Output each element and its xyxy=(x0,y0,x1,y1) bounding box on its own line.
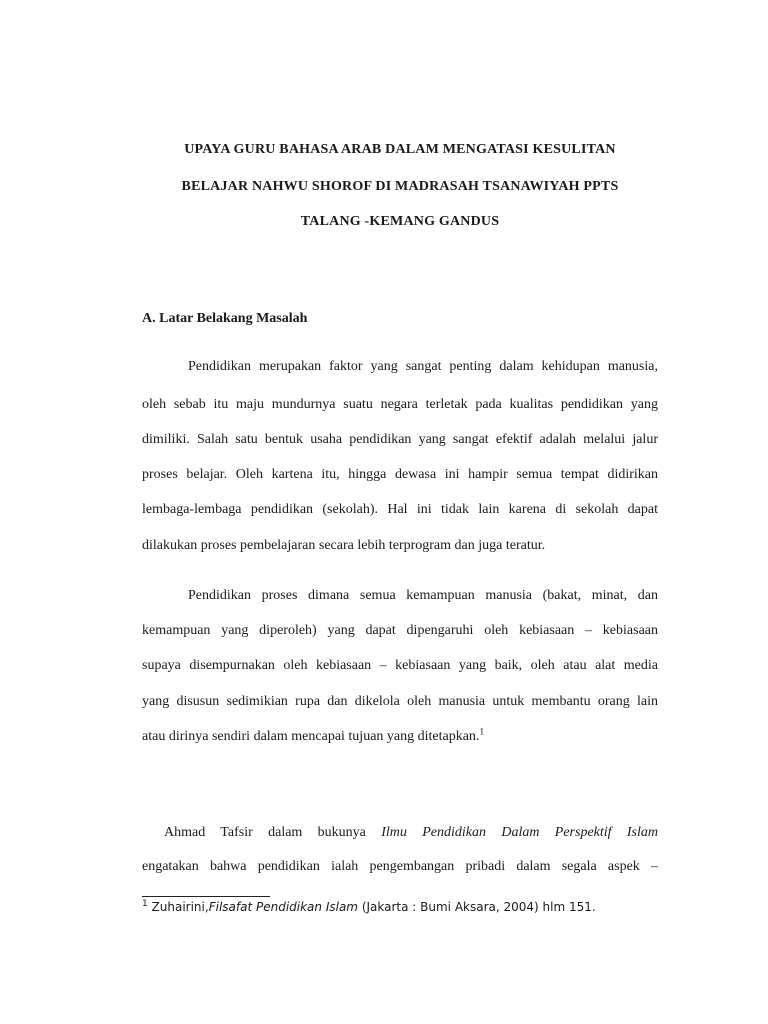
title-line-1: UPAYA GURU BAHASA ARAB DALAM MENGATASI KESULITAN xyxy=(184,142,616,157)
paragraph-1-line-3: dimiliki. Salah satu bentuk usaha pendidikan yang sangat efektif adalah melalui jalur xyxy=(142,432,658,447)
book-title: Ilmu Pendidikan Dalam Perspektif Islam xyxy=(381,825,658,840)
paragraph-3-line-2: engatakan bahwa pendidikan ialah pengembangan pribadi dalam segala aspek – xyxy=(142,859,658,874)
paragraph-3-line-1: Ahmad Tafsir dalam bukunya Ilmu Pendidikan Dalam Perspektif Islam xyxy=(164,825,658,840)
paragraph-1-line-4: proses belajar. Oleh kartena itu, hingga dewasa ini hampir semua tempat didirikan xyxy=(142,467,658,482)
footnote-reference[interactable]: 1 xyxy=(479,728,484,737)
paragraph-1-line-2: oleh sebab itu maju mundurnya suatu negara terletak pada kualitas pendidikan yang xyxy=(142,397,658,412)
paragraph-2-line-5: atau dirinya sendiri dalam mencapai tujuan yang ditetapkan.$^1$ xyxy=(142,728,484,744)
paragraph-1-line-6: dilakukan proses pembelajaran secara lebih terprogram dan juga teratur. xyxy=(142,538,546,553)
paragraph-1-line-1: Pendidikan merupakan faktor yang sangat penting dalam kehidupan manusia, xyxy=(188,359,658,374)
footnote-divider xyxy=(142,896,270,897)
paragraph-2-line-3: supaya disempurnakan oleh kebiasaan – kebiasaan yang baik, oleh atau alat media xyxy=(142,658,658,673)
section-heading: A. Latar Belakang Masalah xyxy=(142,311,308,326)
paragraph-2-line-2: kemampuan yang diperoleh) yang dapat dipengaruhi oleh kebiasaan – kebiasaan xyxy=(142,623,658,638)
title-line-3: TALANG -KEMANG GANDUS xyxy=(300,214,500,229)
paragraph-2-line-4: yang disusun sedimikian rupa dan dikelola oleh manusia untuk membantu orang lain xyxy=(142,694,658,709)
footnote-author: Zuhairini, xyxy=(147,900,209,914)
footnote-mark: 1 xyxy=(142,899,148,909)
paragraph-2-line-1: Pendidikan proses dimana semua kemampuan manusia (bakat, minat, dan xyxy=(188,588,658,603)
title-line-2: BELAJAR NAHWU SHOROF DI MADRASAH TSANAWIYAH PPTS xyxy=(181,179,619,194)
footnote-book-title: Filsafat Pendidikan Islam xyxy=(208,900,358,914)
paragraph-1-line-5: lembaga-lembaga pendidikan (sekolah). Hal ini tidak lain karena di sekolah dapat xyxy=(142,502,658,517)
footnote-publication: (Jakarta : Bumi Aksara, 2004) hlm 151. xyxy=(358,900,596,914)
footnote xyxy=(142,900,596,914)
